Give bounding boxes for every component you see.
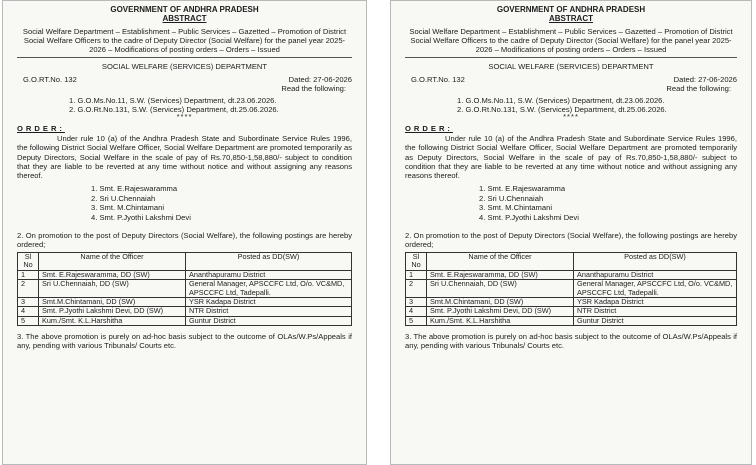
reference-list <box>457 96 737 114</box>
table-header-row <box>406 253 737 271</box>
abstract-heading: ABSTRACT <box>549 14 593 23</box>
cell-posting: Ananthapuramu District <box>574 270 737 279</box>
cell-posting: General Manager, APSCCFC Ltd, O/o. VC&MD, APSCCFC Ltd, Tadepalli. <box>574 280 737 298</box>
header-officer-name: Name of the Officer <box>427 253 574 271</box>
document-page-left <box>2 0 367 465</box>
go-date: Dated: 27-06-2026 <box>673 75 737 85</box>
header-officer-name: Name of the Officer <box>39 253 186 271</box>
cell-officer: Sri U.Chennaiah, DD (SW) <box>427 280 574 298</box>
officer-name: 3. Smt. M.Chintamani <box>91 203 165 213</box>
document-page-right <box>390 0 752 465</box>
order-paragraph-3: 3. The above promotion is purely on ad-hoc basis subject to the outcome of OLAs/W.Ps/Appeals if any, pending with various Tribunals/ Courts etc. <box>405 332 737 351</box>
officer-name: 2. Sri U.Chennaiah <box>479 193 544 203</box>
cell-sl: 4 <box>18 307 39 316</box>
cell-officer: Smt.M.Chintamani, DD (SW) <box>39 298 186 307</box>
go-row <box>411 75 737 84</box>
officer-name: 2. Sri U.Chennaiah <box>91 193 156 203</box>
cell-sl: 3 <box>406 298 427 307</box>
page-gap <box>367 0 390 465</box>
stars-separator: **** <box>176 112 193 122</box>
officer-name-list <box>91 184 352 222</box>
divider <box>17 57 352 58</box>
cell-officer: Smt.M.Chintamani, DD (SW) <box>427 298 574 307</box>
header-sl-no: Sl No <box>406 253 427 271</box>
officer-name: 1. Smt. E.Rajeswaramma <box>91 184 178 194</box>
government-heading: GOVERNMENT OF ANDHRA PRADESH <box>496 5 646 14</box>
reference-item: 2. G.O.Rt.No.131, S.W. (Services) Department, dt.25.06.2026. <box>69 104 279 114</box>
table-row <box>18 316 352 325</box>
order-paragraph-2: 2. On promotion to the post of Deputy Directors (Social Welfare), the following postings are hereby ordered; <box>405 230 737 249</box>
header-posted-as: Posted as DD(SW) <box>574 253 737 271</box>
cell-officer: Smt. P.Jyothi Lakshmi Devi, DD (SW) <box>427 307 574 316</box>
officer-name: 1. Smt. E.Rajeswaramma <box>479 184 566 194</box>
table-row <box>406 280 737 298</box>
cell-sl: 2 <box>406 280 427 298</box>
cell-posting: NTR District <box>574 307 737 316</box>
officer-name: 4. Smt. P.Jyothi Lakshmi Devi <box>479 213 579 223</box>
order-paragraph-2: 2. On promotion to the post of Deputy Directors (Social Welfare), the following postings are hereby ordered; <box>17 230 352 249</box>
reference-list <box>69 96 352 114</box>
header-sl-no: Sl No <box>18 253 39 271</box>
abstract-heading: ABSTRACT <box>162 14 207 23</box>
cell-sl: 1 <box>18 270 39 279</box>
table-row <box>406 316 737 325</box>
department-heading: SOCIAL WELFARE (SERVICES) DEPARTMENT <box>488 62 654 71</box>
postings-table <box>17 252 352 326</box>
cell-posting: Guntur District <box>186 316 352 325</box>
officer-name-list <box>479 184 737 222</box>
cell-officer: Smt. E.Rajeswaramma, DD (SW) <box>39 270 186 279</box>
header-posted-as: Posted as DD(SW) <box>186 253 352 271</box>
cell-officer: Kum./Smt. K.L.Harshitha <box>39 316 186 325</box>
cell-sl: 1 <box>406 270 427 279</box>
order-heading: ORDER: <box>405 124 453 134</box>
cell-officer: Smt. P.Jyothi Lakshmi Devi, DD (SW) <box>39 307 186 316</box>
table-row <box>18 280 352 298</box>
subject-text: Social Welfare Department – Establishment – Public Services – Gazetted – Promotion of District Social Welfare Officers to the cadre of Deputy Director (Social Welfare) for the panel year 2025-2026 – Modifications of posting orders – Orders – Issued <box>409 27 733 54</box>
go-row <box>23 75 352 84</box>
postings-table <box>405 252 737 326</box>
cell-posting: NTR District <box>186 307 352 316</box>
cell-posting: Ananthapuramu District <box>186 270 352 279</box>
cell-officer: Smt. E.Rajeswaramma, DD (SW) <box>427 270 574 279</box>
read-following: Read the following: <box>666 84 731 94</box>
cell-posting: General Manager, APSCCFC Ltd, O/o. VC&MD, APSCCFC Ltd, Tadepalli. <box>186 280 352 298</box>
table-header-row <box>18 253 352 271</box>
reference-item: 2. G.O.Rt.No.131, S.W. (Services) Department, dt.25.06.2026. <box>457 104 667 114</box>
cell-officer: Kum./Smt. K.L.Harshitha <box>427 316 574 325</box>
order-paragraph-1: Under rule 10 (a) of the Andhra Pradesh State and Subordinate Service Rules 1996, the following District Social Welfare Officer, Social Welfare Department are promoted temporarily as Deputy Directors, Social Welfare in the scale of pay of Rs.70,850-1,58,880/- subject to condition that they are liable to be reverted at any time without notice and without assigning any reasons thereof. <box>17 134 352 181</box>
order-heading: ORDER: <box>17 124 65 134</box>
cell-posting: YSR Kadapa District <box>574 298 737 307</box>
stars-separator: **** <box>563 112 579 122</box>
cell-officer: Sri U.Chennaiah, DD (SW) <box>39 280 186 298</box>
go-number: G.O.RT.No. 132 <box>23 75 77 85</box>
cell-sl: 4 <box>406 307 427 316</box>
order-paragraph-1: Under rule 10 (a) of the Andhra Pradesh State and Subordinate Service Rules 1996, the following District Social Welfare Officer, Social Welfare Department are promoted temporarily as Deputy Directors, Social Welfare in the scale of pay of Rs.70,850-1,58,880/- subject to condition that they are liable to be reverted at any time without notice and without assigning any reasons thereof. <box>405 134 737 181</box>
cell-sl: 5 <box>406 316 427 325</box>
subject-text: Social Welfare Department – Establishment – Public Services – Gazetted – Promotion of District Social Welfare Officers to the cadre of Deputy Director (Social Welfare) for the panel year 2025-2026 – Modifications of posting orders – Orders – Issued <box>22 27 347 54</box>
order-paragraph-3: 3. The above promotion is purely on ad-hoc basis subject to the outcome of OLAs/W.Ps/Appeals if any, pending with various Tribunals/ Courts etc. <box>17 332 352 351</box>
reference-item: 1. G.O.Ms.No.11, S.W. (Services) Department, dt.23.06.2026. <box>457 95 665 105</box>
reference-item: 1. G.O.Ms.No.11, S.W. (Services) Department, dt.23.06.2026. <box>69 95 277 105</box>
table-row <box>18 307 352 316</box>
officer-name: 3. Smt. M.Chintamani <box>479 203 553 213</box>
read-following: Read the following: <box>281 84 346 94</box>
table-row <box>406 307 737 316</box>
cell-sl: 3 <box>18 298 39 307</box>
government-heading: GOVERNMENT OF ANDHRA PRADESH <box>110 5 259 14</box>
cell-posting: YSR Kadapa District <box>186 298 352 307</box>
go-number: G.O.RT.No. 132 <box>411 75 465 85</box>
department-heading: SOCIAL WELFARE (SERVICES) DEPARTMENT <box>101 62 268 71</box>
cell-sl: 5 <box>18 316 39 325</box>
cell-posting: Guntur District <box>574 316 737 325</box>
officer-name: 4. Smt. P.Jyothi Lakshmi Devi <box>91 213 191 223</box>
divider <box>405 57 737 58</box>
cell-sl: 2 <box>18 280 39 298</box>
go-date: Dated: 27-06-2026 <box>288 75 352 85</box>
